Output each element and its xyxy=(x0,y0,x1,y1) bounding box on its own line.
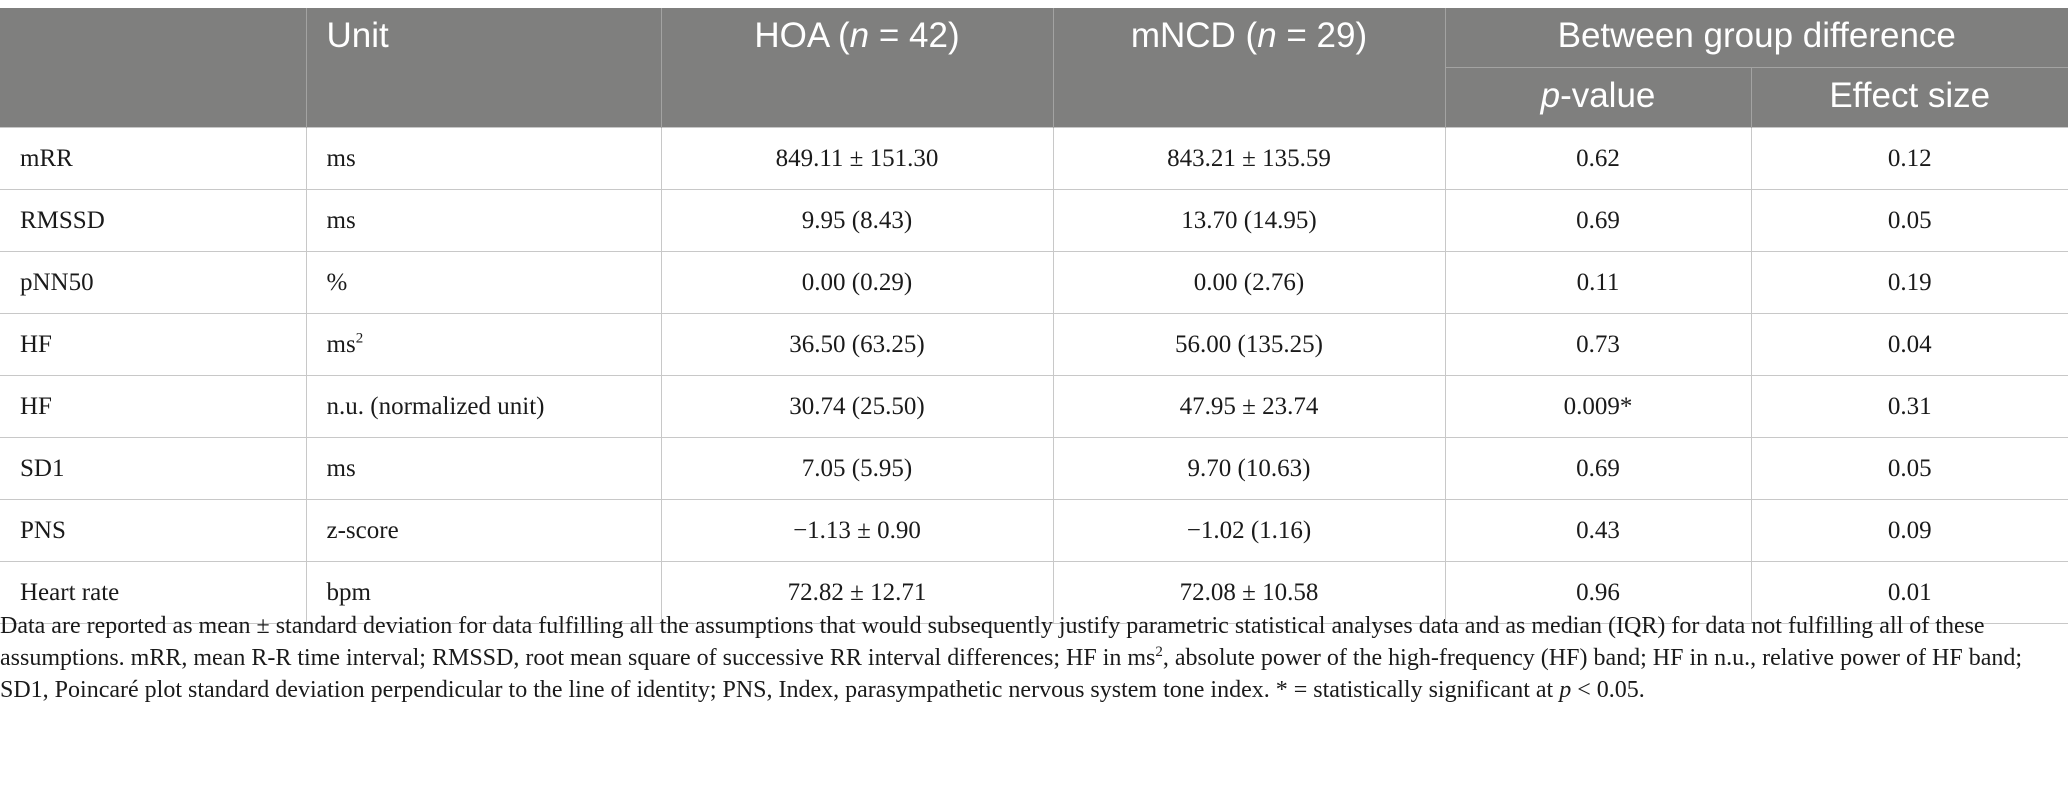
hrv-table-container xyxy=(0,8,2068,624)
table-row xyxy=(0,376,2068,438)
cell-p-value: 0.73 xyxy=(1445,314,1751,376)
cell-unit: $ms^2$ xyxy=(306,314,661,376)
cell-effect-size: 0.12 xyxy=(1751,128,2068,190)
cell-hoa: 0.00 (0.29) xyxy=(661,252,1053,314)
cell-unit: z-score xyxy=(306,500,661,562)
cell-unit: % xyxy=(306,252,661,314)
cell-measure: HF xyxy=(0,376,306,438)
cell-p-value: 0.69 xyxy=(1445,438,1751,500)
cell-hoa: −1.13 ± 0.90 xyxy=(661,500,1053,562)
table-footnote: Data are reported as mean ± standard deviation for data fulfilling all the assumptions that would subsequently justify parametric statistical analyses data and as median (IQR) for data not fulfilling all of these assumptions. mRR, mean R-R time interval; RMSSD, root mean square of successive RR interval differences; HF in $ms^2$, absolute power of the high-frequency (HF) band; HF in n.u., relative power of HF band; SD1, Poincaré plot standard deviation perpendicular to the line of identity; PNS, Index, parasympathetic nervous system tone index. * = statistically significant at p < 0.05. xyxy=(0,613,2023,703)
header-hoa: HOA (n = 42) xyxy=(661,8,1053,128)
cell-unit: ms xyxy=(306,190,661,252)
table-header xyxy=(0,8,2068,128)
cell-effect-size: 0.05 xyxy=(1751,438,2068,500)
cell-p-value: 0.96 xyxy=(1445,562,1751,624)
table-row xyxy=(0,500,2068,562)
cell-measure: Heart rate xyxy=(0,562,306,624)
cell-p-value: 0.43 xyxy=(1445,500,1751,562)
cell-mncd: 0.00 (2.76) xyxy=(1053,252,1445,314)
cell-effect-size: 0.19 xyxy=(1751,252,2068,314)
cell-unit: n.u. (normalized unit) xyxy=(306,376,661,438)
cell-hoa: 72.82 ± 12.71 xyxy=(661,562,1053,624)
cell-p-value: 0.69 xyxy=(1445,190,1751,252)
cell-mncd: 72.08 ± 10.58 xyxy=(1053,562,1445,624)
cell-mncd: 56.00 (135.25) xyxy=(1053,314,1445,376)
cell-mncd: 843.21 ± 135.59 xyxy=(1053,128,1445,190)
cell-mncd: 47.95 ± 23.74 xyxy=(1053,376,1445,438)
hrv-comparison-table xyxy=(0,8,2068,624)
header-p-value: p-value xyxy=(1445,68,1751,128)
table-row xyxy=(0,128,2068,190)
cell-hoa: 36.50 (63.25) xyxy=(661,314,1053,376)
table-row xyxy=(0,190,2068,252)
cell-unit: ms xyxy=(306,128,661,190)
header-mncd: mNCD (n = 29) xyxy=(1053,8,1445,128)
header-unit: Unit xyxy=(306,8,661,128)
cell-hoa: 30.74 (25.50) xyxy=(661,376,1053,438)
header-effect-size: Effect size xyxy=(1751,68,2068,128)
cell-hoa: 7.05 (5.95) xyxy=(661,438,1053,500)
table-row xyxy=(0,314,2068,376)
header-measure xyxy=(0,8,306,128)
cell-unit: ms xyxy=(306,438,661,500)
cell-measure: RMSSD xyxy=(0,190,306,252)
header-between-group: Between group difference xyxy=(1445,8,2068,68)
cell-p-value: 0.62 xyxy=(1445,128,1751,190)
cell-effect-size: 0.05 xyxy=(1751,190,2068,252)
cell-mncd: 13.70 (14.95) xyxy=(1053,190,1445,252)
cell-effect-size: 0.04 xyxy=(1751,314,2068,376)
cell-unit: bpm xyxy=(306,562,661,624)
table-row xyxy=(0,252,2068,314)
cell-p-value: 0.11 xyxy=(1445,252,1751,314)
cell-measure: PNS xyxy=(0,500,306,562)
cell-p-value: 0.009* xyxy=(1445,376,1751,438)
table-row xyxy=(0,438,2068,500)
table-body xyxy=(0,128,2068,624)
cell-measure: mRR xyxy=(0,128,306,190)
cell-effect-size: 0.31 xyxy=(1751,376,2068,438)
cell-effect-size: 0.01 xyxy=(1751,562,2068,624)
cell-measure: SD1 xyxy=(0,438,306,500)
cell-mncd: 9.70 (10.63) xyxy=(1053,438,1445,500)
cell-effect-size: 0.09 xyxy=(1751,500,2068,562)
cell-hoa: 849.11 ± 151.30 xyxy=(661,128,1053,190)
cell-measure: pNN50 xyxy=(0,252,306,314)
cell-measure: HF xyxy=(0,314,306,376)
cell-hoa: 9.95 (8.43) xyxy=(661,190,1053,252)
cell-mncd: −1.02 (1.16) xyxy=(1053,500,1445,562)
